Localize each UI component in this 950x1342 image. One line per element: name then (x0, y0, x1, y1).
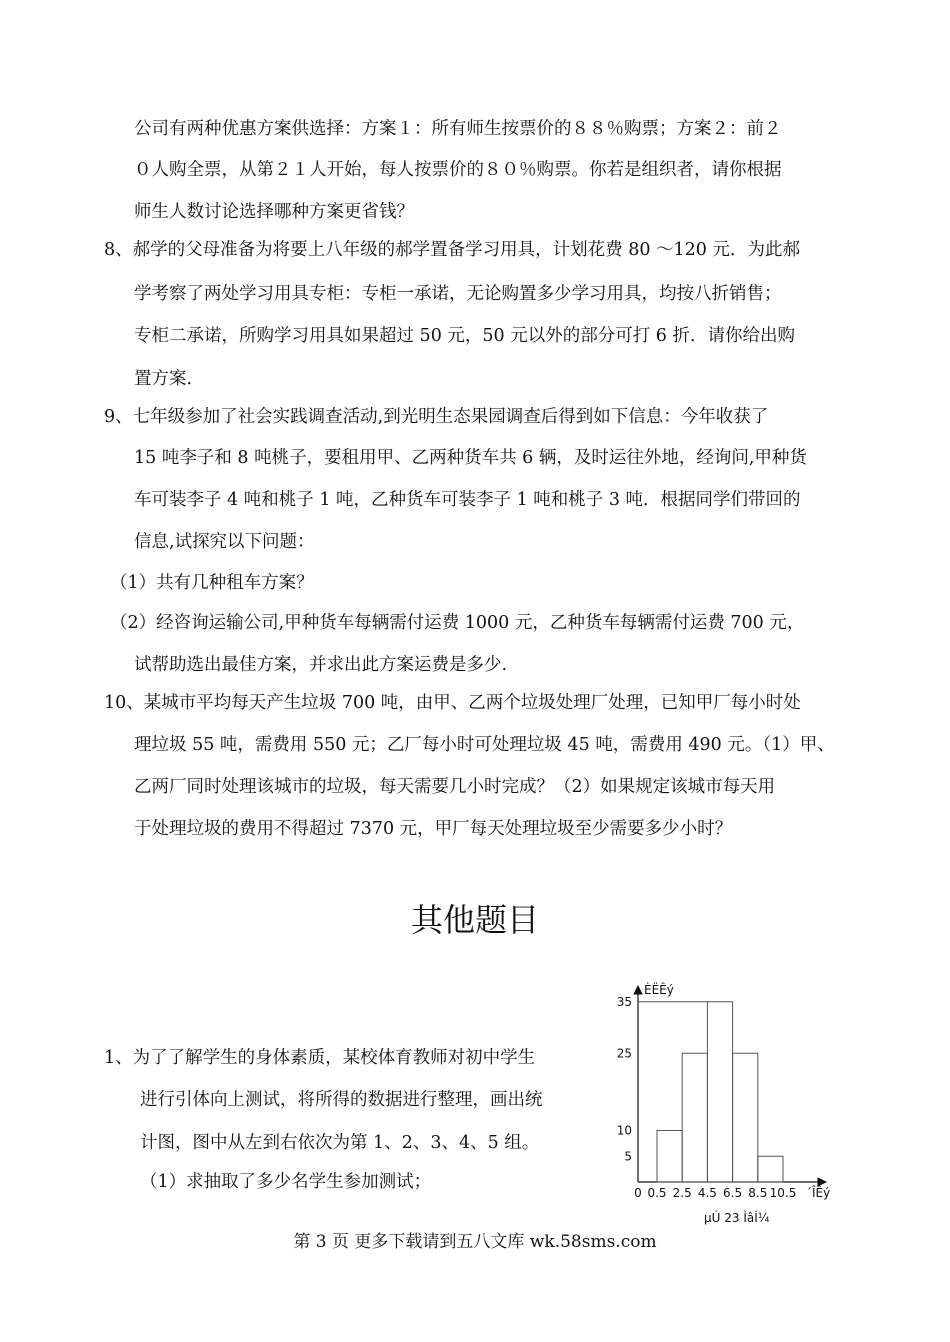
text-line-1: 公司有两种优惠方案供选择：方案１：所有师生按票价的８８％购票；方案２：前２ (134, 119, 782, 139)
section-title: 其他题目 (410, 901, 539, 939)
x-tick-label-3: 2.5 (672, 1186, 692, 1200)
y-tick-label-4: 35 (616, 994, 632, 1009)
y-tick-label-3: 25 (616, 1046, 632, 1061)
text-line-2: ０人购全票，从第２１人开始，每人按票价的８０％购票。你若是组织者，请你根据 (134, 160, 782, 180)
histogram-bar-3 (707, 1002, 732, 1182)
y-tick-label-2: 10 (616, 1123, 632, 1138)
x-tick-label-5: 6.5 (723, 1186, 743, 1200)
text-line-10: 车可装李子 4 吨和桃子 1 吨，乙种货车可装李子 1 吨和桃子 3 吨．根据同学们带回的 (134, 490, 801, 510)
question-8: 8、郝学的父母准备为将要上八年级的郝学置备学习用具，计划花费 80 ～120 元．为此郝 (104, 240, 800, 260)
text-line-16: 理垃圾 55 吨，需费用 550 元；乙厂每小时可处理垃圾 45 吨，需费用 490 元。（1）甲、 (134, 735, 835, 755)
text-line-5: 学考察了两处学习用具专柜：专柜一承诺，无论购置多少学习用具，均按八折销售； (134, 284, 782, 304)
text-line-21: 计图，图中从左到右依次为第 1、2、3、4、5 组。 (140, 1133, 540, 1153)
x-tick-label-4: 4.5 (697, 1186, 717, 1200)
text-line-9: 15 吨李子和 8 吨桃子，要租用甲、乙两种货车共 6 辆，及时运往外地，经询问,甲种货 (134, 448, 807, 468)
chart-caption: µÚ 23 ÌâÍ¼ (704, 1211, 770, 1225)
text-line-7: 置方案． (134, 369, 204, 389)
x-tick-label-2: 0.5 (647, 1186, 667, 1200)
x-tick-label-7: 10.5 (769, 1186, 797, 1200)
text-line-17: 乙两厂同时处理该城市的垃圾，每天需要几小时完成？（2）如果规定该城市每天用 (134, 777, 776, 797)
other-question-1: 1、为了了解学生的身体素质，某校体育教师对初中学生 (104, 1048, 536, 1068)
histogram-bar-1 (657, 1131, 682, 1183)
histogram-chart (600, 978, 840, 1228)
question-10: 10、某城市平均每天产生垃圾 700 吨，由甲、乙两个垃圾处理厂处理，已知甲厂每小时处 (104, 693, 801, 713)
text-line-11: 信息,试探究以下问题： (134, 532, 315, 552)
histogram-bar-5 (758, 1156, 783, 1182)
histogram-bar-4 (733, 1053, 758, 1182)
text-line-18: 于处理垃圾的费用不得超过 7370 元，甲厂每天处理垃圾至少需要多少小时？ (134, 819, 733, 839)
text-line-6: 专柜二承诺，所购学习用具如果超过 50 元，50 元以外的部分可打 6 折．请你给出购 (134, 326, 795, 346)
text-line-20: 进行引体向上测试，将所得的数据进行整理，画出统 (140, 1090, 543, 1110)
x-axis-label: ´ÎÊý (806, 1186, 831, 1200)
sub-question-1-b: （1）求抽取了多少名学生参加测试； (140, 1172, 432, 1192)
y-axis-label: ÈËÊý (644, 983, 674, 997)
x-tick-label-1: 0 (634, 1186, 642, 1200)
sub-question-1: （1）共有几种租车方案？ (110, 573, 314, 593)
text-line-14: 试帮助选出最佳方案，并求出此方案运费是多少. (134, 655, 508, 675)
histogram-bar-2 (682, 1053, 707, 1182)
y-tick-label-1: 5 (624, 1149, 632, 1164)
sub-question-2: （2）经咨询运输公司,甲种货车每辆需付运费 1000 元，乙种货车每辆需付运费 700 元， (110, 613, 805, 633)
question-9: 9、七年级参加了社会实践调查活动,到光明生态果园调查后得到如下信息：今年收获了 (104, 407, 769, 427)
text-line-3: 师生人数讨论选择哪种方案更省钱？ (134, 202, 414, 222)
page-footer: 第 3 页 更多下载请到五八文库 wk.58sms.com (293, 1232, 657, 1252)
x-tick-label-6: 8.5 (748, 1186, 768, 1200)
